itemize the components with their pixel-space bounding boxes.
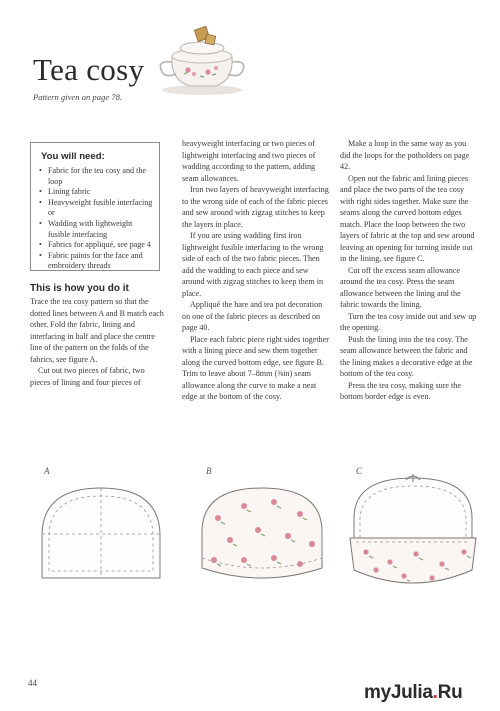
paragraph: Push the lining into the tea cosy. The seam allowance between the fabric and the lining makes a decorative edge at the bottom of the tea cosy.: [340, 334, 473, 378]
figure-c-assembled-cosy: [346, 474, 480, 594]
paragraph: Make a loop in the same way as you did the loops for the potholders on page 42.: [340, 139, 470, 171]
watermark-dot: .: [432, 682, 438, 703]
paragraph: heavyweight interfacing or two pieces of lightweight interfacing and two pieces of wadding according to the pattern, adding seam allowances.: [182, 139, 316, 183]
materials-item: • Fabric paints for the face and embroidery threads: [38, 251, 156, 272]
paragraph: Place each fabric piece right sides together with a lining piece and sew them together along the curved bottom edge, see figure B. Trim to leave about 7–8mm (⅜in) seam allowance along the curve to make a neat edge at the bottom of the cosy.: [182, 334, 329, 401]
instructions-column-1: [30, 296, 165, 388]
watermark: [364, 682, 462, 704]
materials-heading: You will need:: [41, 151, 105, 162]
watermark-text: myJulia: [364, 682, 433, 703]
page-title: Tea cosy: [33, 52, 145, 87]
watermark-domain: Ru: [437, 682, 463, 703]
paragraph: Cut off the excess seam allowance around the tea cosy. Press the seam allowance between the lining and the fabric towards the lining.: [340, 265, 461, 309]
materials-item: • Fabric for the tea cosy and the loop: [38, 166, 156, 187]
materials-item: • Fabrics for appliqué, see page 4: [38, 240, 156, 251]
materials-list: [38, 166, 156, 272]
materials-box: [30, 142, 160, 271]
instructions-column-2: [182, 138, 330, 403]
instructions-heading: This is how you do it: [30, 283, 129, 294]
figure-b-label: B: [206, 466, 212, 476]
figure-a-pattern: [36, 478, 166, 586]
paragraph: Cut out two pieces of fabric, two pieces of lining and four pieces of: [30, 366, 145, 387]
paragraph: Turn the tea cosy inside out and sew up the opening.: [340, 311, 477, 332]
teapot-illustration: [150, 18, 252, 100]
paragraph: Open out the fabric and lining pieces and place the two parts of the tea cosy with right sides together. Make sure the seams along the curved bottom edges match. Place the loop between the two layers of fabric at the top and sew around leaving an opening for turning inside out in the lining, see figure C.: [340, 173, 475, 263]
page-number: 44: [28, 678, 37, 688]
materials-item: • Lining fabric: [38, 187, 156, 198]
paragraph: Appliqué the hare and tea pot decoration on one of the fabric pieces as described on page 40.: [182, 300, 323, 332]
materials-item: • Wadding with lightweight fusible interfacing: [38, 219, 156, 240]
materials-item: • Heavyweight fusible interfacing or: [38, 198, 156, 219]
figure-a-label: A: [44, 466, 50, 476]
paragraph: Trace the tea cosy pattern so that the dotted lines between A and B match each other. Fold the fabric, lining and interfacing in half and place the centre line of the pattern on the folds of the fabrics, see figure A.: [30, 297, 164, 364]
paragraph: Press the tea cosy, making sure the bottom border edge is even.: [340, 380, 461, 401]
instructions-column-3: [340, 138, 478, 403]
paragraph: If you are using wadding first iron lightweight fusible interfacing to the wrong side of each of the two fabric pieces. Then add the wadding to each piece and sew around with zigzag stitches to keep them in place.: [182, 231, 324, 298]
paragraph: Iron two layers of heavyweight interfacing to the wrong side of each of the fabric pieces and sew around with zigzag stitches to keep the layers in place.: [182, 185, 329, 229]
pattern-reference: Pattern given on page 78.: [33, 92, 123, 102]
figure-c-label: C: [356, 466, 363, 476]
figure-b-fabric-piece: [196, 478, 328, 588]
